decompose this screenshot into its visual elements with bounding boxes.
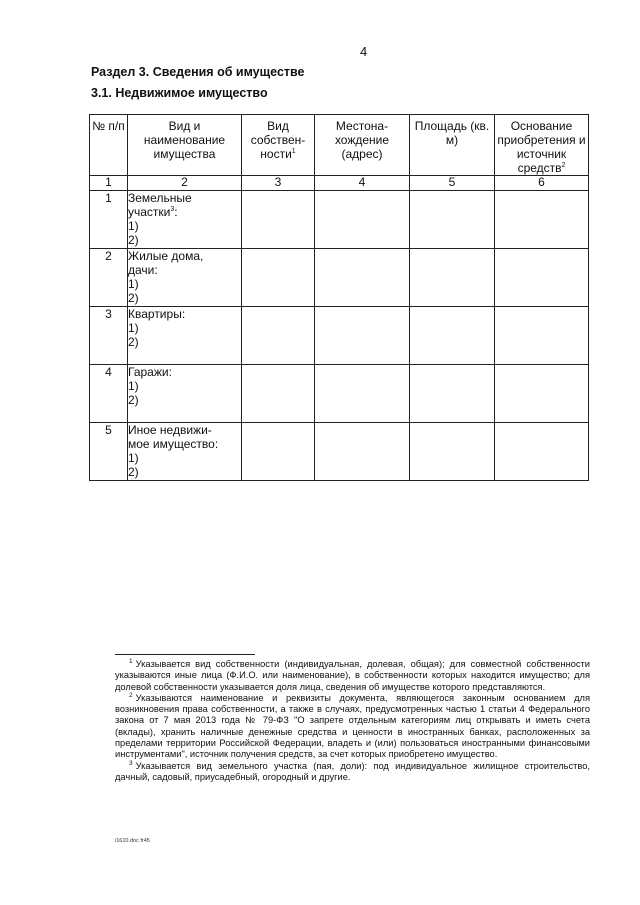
row-item: 2) <box>128 465 139 479</box>
table-row-houses <box>90 249 589 307</box>
column-number: 5 <box>410 176 495 191</box>
document-code: i1610.doc fr45 <box>115 838 150 844</box>
row-item: 1) <box>128 379 139 393</box>
cell-area <box>410 249 495 307</box>
footnote-divider <box>115 654 255 655</box>
table-row-other <box>90 423 589 481</box>
row-number: 5 <box>90 423 128 481</box>
row-type-line: Земельные <box>128 191 192 205</box>
footnote-text: Указываются наименование и реквизиты документа, являющегося законным основанием для возникновения права собственности, а также в случаях, предусмотренных частью 1 статьи 4 Федерального закона от 7 мая 2013 года № 79-ФЗ "О запрете отдельным категориям лиц открывать и иметь счета (вклады), хранить наличные денежные средства и ценности в иностранных банках, расположенных за пределами территории Российской Федерации, владеть и (или) пользоваться иностранными финансовыми инструментами", источник получения средств, за счет которых приобретено имущество. <box>115 692 590 760</box>
header-location-label: Местона-хождение (адрес) <box>334 119 390 161</box>
cell-area <box>410 365 495 423</box>
row-item: 2) <box>128 335 139 349</box>
column-number: 4 <box>315 176 410 191</box>
table-row-land <box>90 191 589 249</box>
row-item: 2) <box>128 393 139 407</box>
footnote-3 <box>115 761 590 784</box>
row-type-line: Иное недвижи- <box>128 423 212 437</box>
column-number-row <box>90 176 589 191</box>
row-item: 1) <box>128 321 139 335</box>
header-number <box>90 115 128 176</box>
header-location <box>315 115 410 176</box>
real-estate-table <box>89 114 589 481</box>
header-property-type <box>128 115 242 176</box>
row-item: 1) <box>128 219 139 233</box>
column-number: 3 <box>242 176 315 191</box>
cell-basis <box>495 423 589 481</box>
cell-area <box>410 307 495 365</box>
row-type-line: участки <box>128 205 171 219</box>
row-number: 2 <box>90 249 128 307</box>
cell-basis <box>495 365 589 423</box>
row-item: 1) <box>128 451 139 465</box>
table-row-garages <box>90 365 589 423</box>
header-property-type-label: Вид и наименование имущества <box>143 119 226 161</box>
header-ownership-type-label: Вид собствен-ности <box>250 119 306 161</box>
row-type-line: мое имущество: <box>128 437 219 451</box>
cell-location <box>315 249 410 307</box>
row-type-line: дачи: <box>128 263 158 277</box>
row-item: 1) <box>128 277 139 291</box>
header-area <box>410 115 495 176</box>
header-ownership-type <box>242 115 315 176</box>
cell-location <box>315 191 410 249</box>
section-title: Раздел 3. Сведения об имуществе <box>91 65 305 79</box>
header-acquisition-basis-label: Основание приобретения и источник средств <box>497 119 586 175</box>
footnotes <box>115 659 590 783</box>
footnote-2 <box>115 693 590 761</box>
row-number: 3 <box>90 307 128 365</box>
row-type-line: Жилые дома, <box>128 249 204 263</box>
cell-area <box>410 191 495 249</box>
row-number: 4 <box>90 365 128 423</box>
cell-ownership <box>242 423 315 481</box>
row-type-line: Квартиры: <box>128 307 186 321</box>
footnote-text: Указывается вид земельного участка (пая, доли): под индивидуальное жилищное строительство, дачный, садовый, приусадебный, огородный и другие. <box>115 760 590 782</box>
row-type-line: Гаражи: <box>128 365 172 379</box>
footnote-1 <box>115 659 590 693</box>
row-property-type <box>128 191 242 249</box>
column-number: 6 <box>495 176 589 191</box>
row-number: 1 <box>90 191 128 249</box>
header-acquisition-footnote-mark: 2 <box>561 162 566 169</box>
footnote-mark: 3 <box>129 759 133 767</box>
footnote-mark: 1 <box>129 657 133 665</box>
cell-ownership <box>242 191 315 249</box>
cell-basis <box>495 191 589 249</box>
column-number: 1 <box>90 176 128 191</box>
header-ownership-footnote-mark: 1 <box>291 148 296 155</box>
footnote-text: Указывается вид собственности (индивидуальная, долевая, общая); для совместной собственности указываются иные лица (Ф.И.О. или наименование), в собственности которых находится имущество; для долевой собственности указывается доля лица, сведения об имуществе которого представляются. <box>115 659 590 692</box>
table-row-apartments <box>90 307 589 365</box>
cell-location <box>315 423 410 481</box>
header-area-label: Площадь (кв. м) <box>414 119 490 147</box>
row-footnote-mark: 3 <box>170 206 175 213</box>
cell-ownership <box>242 307 315 365</box>
cell-location <box>315 365 410 423</box>
row-property-type <box>128 423 242 481</box>
row-item: 2) <box>128 291 139 305</box>
footnote-mark: 2 <box>129 691 133 699</box>
row-property-type <box>128 307 242 365</box>
row-type-suffix: : <box>174 205 178 219</box>
page-number: 4 <box>360 44 368 59</box>
cell-ownership <box>242 249 315 307</box>
header-number-label: № п/п <box>92 119 125 133</box>
header-acquisition-basis <box>495 115 589 176</box>
cell-basis <box>495 307 589 365</box>
table-header-row <box>90 115 589 176</box>
row-property-type <box>128 249 242 307</box>
row-item: 2) <box>128 233 139 247</box>
row-property-type <box>128 365 242 423</box>
cell-ownership <box>242 365 315 423</box>
cell-basis <box>495 249 589 307</box>
column-number: 2 <box>128 176 242 191</box>
subsection-title: 3.1. Недвижимое имущество <box>91 86 268 100</box>
cell-area <box>410 423 495 481</box>
cell-location <box>315 307 410 365</box>
